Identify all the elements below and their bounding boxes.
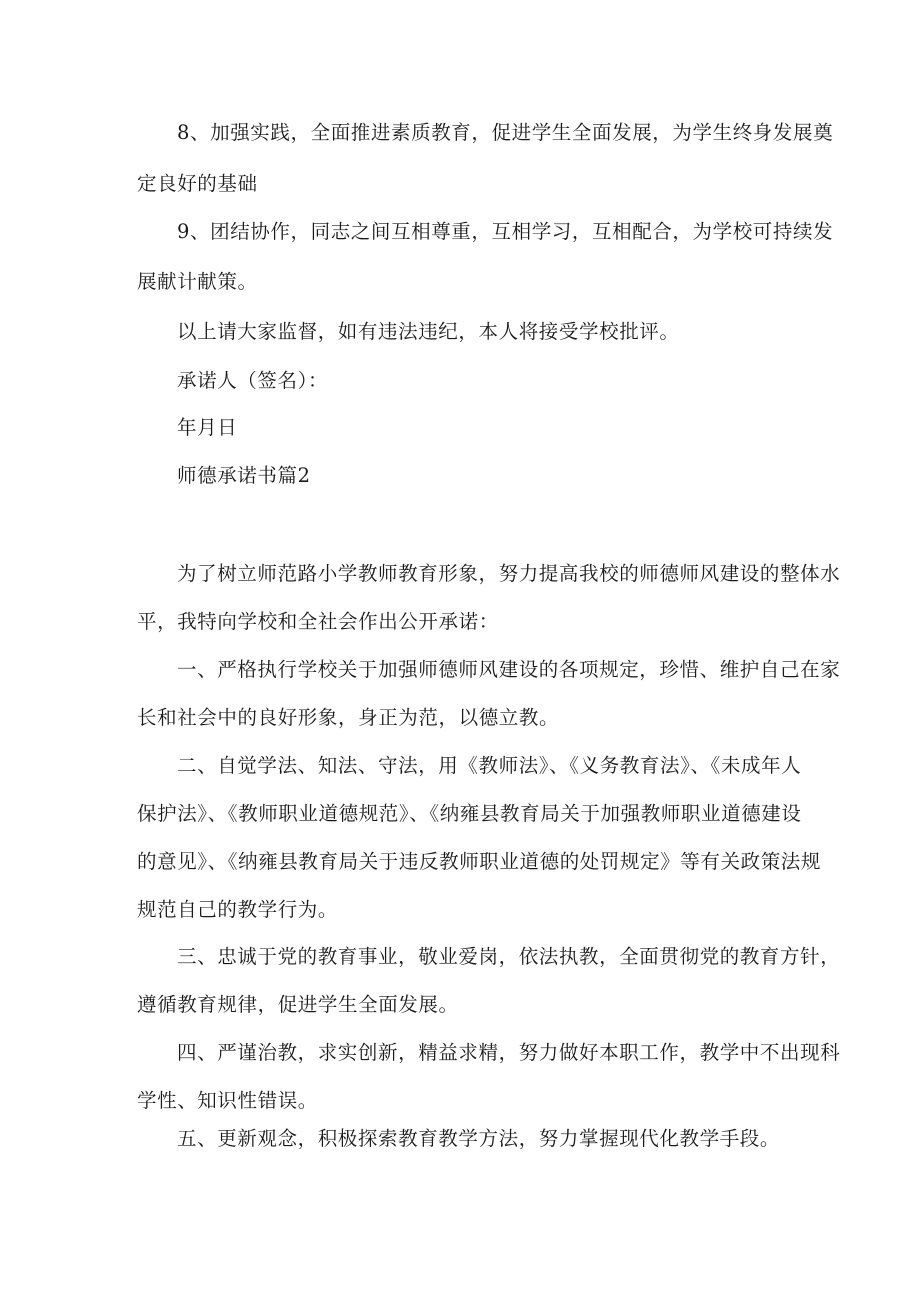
paragraph-line: 为了树立师范路小学教师教育形象，努力提高我校的师德师风建设的整体水 <box>177 562 841 585</box>
paragraph-line: 展献计献策。 <box>137 270 258 293</box>
signature-label: 承诺人（签名）： <box>177 369 329 392</box>
date-label: 年月日 <box>177 416 238 439</box>
paragraph-line: 一、严格执行学校关于加强师德师风建设的各项规定，珍惜、维护自己在家 <box>177 658 841 681</box>
paragraph-line: 四、严谨治教，求实创新，精益求精，努力做好本职工作，教学中不出现科 <box>177 1041 841 1064</box>
paragraph-line: 9、团结协作，同志之间互相尊重，互相学习，互相配合，为学校可持续发 <box>177 220 834 243</box>
paragraph-line: 二、自觉学法、知法、守法，用《教师法》、《义务教育法》、《未成年人 <box>177 754 802 777</box>
paragraph-line: 8、加强实践，全面推进素质教育，促进学生全面发展，为学生终身发展奠 <box>177 121 834 144</box>
paragraph-line: 的意见》、《纳雍县教育局关于违反教师职业道德的处罚规定》等有关政策法规 <box>137 850 822 873</box>
paragraph-line: 以上请大家监督，如有违法违纪，本人将接受学校批评。 <box>177 320 680 343</box>
paragraph-line: 遵循教育规律，促进学生全面发展。 <box>137 993 459 1016</box>
paragraph-line: 定良好的基础 <box>137 172 258 195</box>
paragraph-line: 保护法》、《教师职业道德规范》、《纳雍县教育局关于加强教师职业道德建设 <box>137 802 802 825</box>
section-heading: 师德承诺书篇2 <box>177 464 311 487</box>
paragraph-line: 五、更新观念，积极探索教育教学方法，努力掌握现代化教学手段。 <box>177 1127 781 1150</box>
paragraph-line: 学性、知识性错误。 <box>137 1089 318 1112</box>
paragraph-line: 长和社会中的良好形象，身正为范，以德立教。 <box>137 706 560 729</box>
paragraph-line: 平，我特向学校和全社会作出公开承诺： <box>137 610 499 633</box>
paragraph-line: 三、忠诚于党的教育事业，敬业爱岗，依法执教，全面贯彻党的教育方针， <box>177 945 841 968</box>
paragraph-line: 规范自己的教学行为。 <box>137 898 339 921</box>
